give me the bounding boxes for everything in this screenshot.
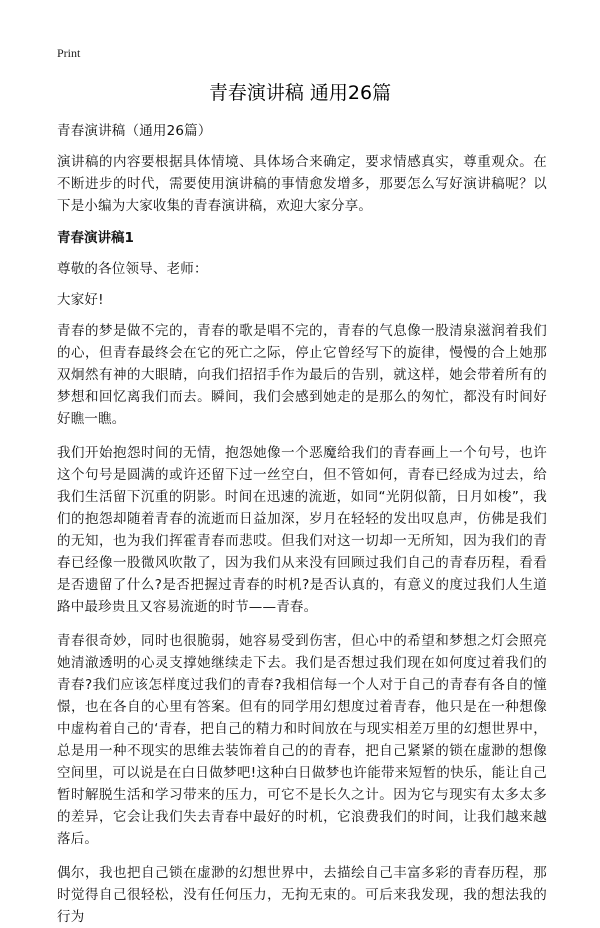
section-heading: 青春演讲稿1	[57, 230, 134, 246]
body-paragraph: 偶尔，我也把自己锁在虚渺的幻想世界中，去描绘自己丰富多彩的青春历程，那时觉得自己很轻松，没有任何压力，无拘无束的。可后来我发现，我的想法我的行为	[57, 865, 547, 925]
hello-line: 大家好!	[57, 292, 104, 308]
document-body	[57, 120, 547, 928]
document-subtitle: 青春演讲稿（通用26篇）	[57, 123, 212, 139]
greeting: 尊敬的各位领导、老师：	[57, 261, 208, 277]
body-paragraph: 我们开始抱怨时间的无情，抱怨她像一个恶魔给我们的青春画上一个句号，也许这个句号是圆满的或许还留下过一丝空白，但不管如何，青春已经成为过去，给我们生活留下沉重的阴影。时间在迅速的流逝，如同“光阴似箭，日月如梭”，我们的抱怨却随着青春的流逝而日益加深，岁月在轻轻的发出叹息声，仿佛是我们的无知，也为我们挥霍青春而悲哎。但我们对这一切却一无所知，因为我们的青春已经像一股微风吹散了，因为我们从来没有回顾过我们自己的青春历程，看看是否遗留了什么?是否把握过青春的时机?是否认真的，有意义的度过我们人生道路中最珍贵且又容易流逝的时节——青春。	[57, 445, 547, 615]
print-link[interactable]: Print	[57, 46, 81, 60]
body-paragraph: 青春的梦是做不完的，青春的歌是唱不完的，青春的气息像一股清泉滋润着我们的心，但青春最终会在它的死亡之际，停止它曾经写下的旋律，慢慢的合上她那双炯然有神的大眼睛，向我们招招手作为最后的告别，就这样，她会带着所有的梦想和回忆离我们而去。瞬间，我们会感到她走的是那么的匆忙，都没有时间好好瞧一瞧。	[57, 323, 547, 427]
body-paragraph: 青春很奇妙，同时也很脆弱，她容易受到伤害，但心中的希望和梦想之灯会照亮她清澈透明的心灵支撑她继续走下去。我们是否想过我们现在如何度过着我们的青春?我们应该怎样度过我们的青春?我相信每一个人对于自己的青春有各自的憧憬，也在各自的心里有答案。但有的同学用幻想度过着青春，他只是在一种想像中虚构着自己的‘青春，把自己的精力和时间放在与现实相差万里的幻想世界中，总是用一种不现实的思维去装饰着自己的的青春，把自己紧紧的锁在虚渺的想像空间里，可以说是在白日做梦吧!这种白日做梦也许能带来短暂的快乐，能让自己暂时解脱生活和学习带来的压力，可它不是长久之计。因为它与现实有太多太多的差异，它会让我们失去青春中最好的时机，它浪费我们的时间，让我们越来越落后。	[57, 633, 547, 847]
intro-paragraph: 演讲稿的内容要根据具体情境、具体场合来确定，要求情感真实，尊重观众。在不断进步的时代，需要使用演讲稿的事情愈发增多，那要怎么写好演讲稿呢？以下是小编为大家收集的青春演讲稿，欢迎大家分享。	[57, 154, 547, 214]
page-title: 青春演讲稿 通用26篇	[208, 82, 392, 104]
